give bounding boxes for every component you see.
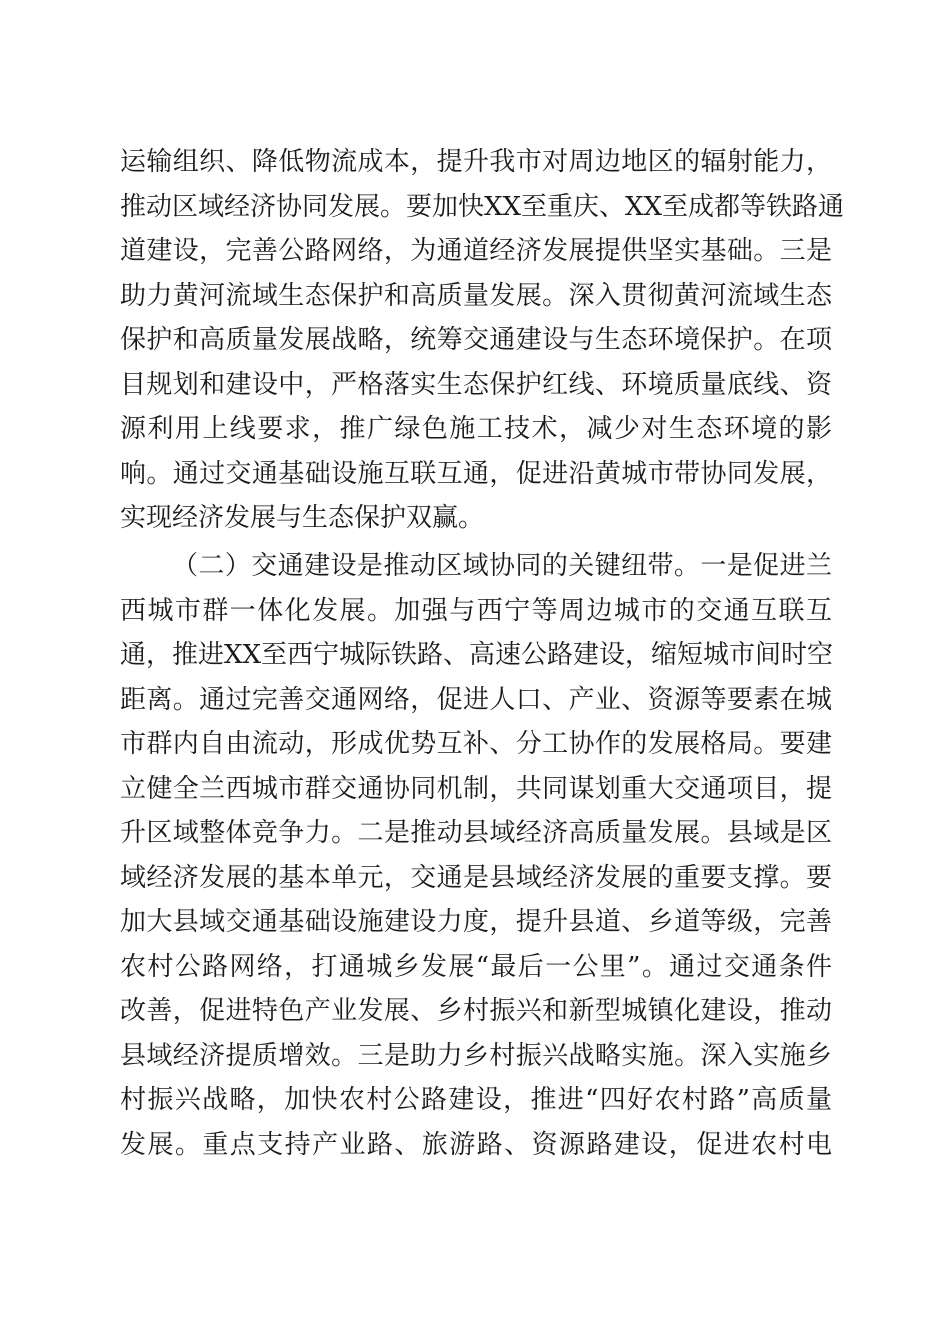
paragraph-line: 距离。通过完善交通网络，促进人口、产业、资源等要素在城 xyxy=(120,684,832,715)
paragraph-line: 农村公路网络，打通城乡发展“最后一公里”。通过交通条件 xyxy=(120,951,832,982)
paragraph-line: 运输组织、降低物流成本，提升我市对周边地区的辐射能力， xyxy=(120,147,832,177)
paragraph-line: 保护和高质量发展战略，统筹交通建设与生态环境保护。在项 xyxy=(120,325,832,355)
paragraph-line: 县域经济提质增效。三是助力乡村振兴战略实施。深入实施乡 xyxy=(120,1040,832,1071)
paragraph-line: 市群内自由流动，形成优势互补、分工协作的发展格局。要建 xyxy=(120,729,832,759)
paragraph-line: 实现经济发展与生态保护双赢。 xyxy=(120,503,485,533)
paragraph-line: 升区域整体竞争力。二是推动县域经济高质量发展。县域是区 xyxy=(120,818,832,848)
paragraph-2 xyxy=(120,544,832,1167)
paragraph-1 xyxy=(120,140,845,541)
paragraph-line: 通，推进XX至西宁城际铁路、高速公路建设，缩短城市间时空 xyxy=(120,640,834,670)
paragraph-line: 助力黄河流域生态保护和高质量发展。深入贯彻黄河流域生态 xyxy=(120,280,832,311)
paragraph-line: 推动区域经济协同发展。要加快XX至重庆、XX至成都等铁路通 xyxy=(120,191,845,222)
paragraph-line: 立健全兰西城市群交通协同机制，共同谋划重大交通项目，提 xyxy=(120,773,832,804)
paragraph-line: 西城市群一体化发展。加强与西宁等周边城市的交通互联互 xyxy=(120,595,832,626)
paragraph-line: 响。通过交通基础设施互联互通，促进沿黄城市带协同发展， xyxy=(120,458,832,489)
paragraph-line: 目规划和建设中，严格落实生态保护红线、环境质量底线、资 xyxy=(120,369,832,400)
paragraph-line: 村振兴战略，加快农村公路建设，推进“四好农村路”高质量 xyxy=(120,1085,832,1115)
paragraph-line: 改善，促进特色产业发展、乡村振兴和新型城镇化建设，推动 xyxy=(120,996,832,1026)
paragraph-line: 加大县域交通基础设施建设力度，提升县道、乡道等级，完善 xyxy=(120,907,832,937)
paragraph-line: 域经济发展的基本单元，交通是县域经济发展的重要支撑。要 xyxy=(120,862,832,893)
section-heading-line: （二）交通建设是推动区域协同的关键纽带。一是促进兰 xyxy=(172,551,832,581)
paragraph-line: 道建设，完善公路网络，为通道经济发展提供坚实基础。三是 xyxy=(120,236,832,266)
paragraph-line: 发展。重点支持产业路、旅游路、资源路建设，促进农村电 xyxy=(120,1129,832,1160)
paragraph-line: 源利用上线要求，推广绿色施工技术，减少对生态环境的影 xyxy=(120,414,832,444)
